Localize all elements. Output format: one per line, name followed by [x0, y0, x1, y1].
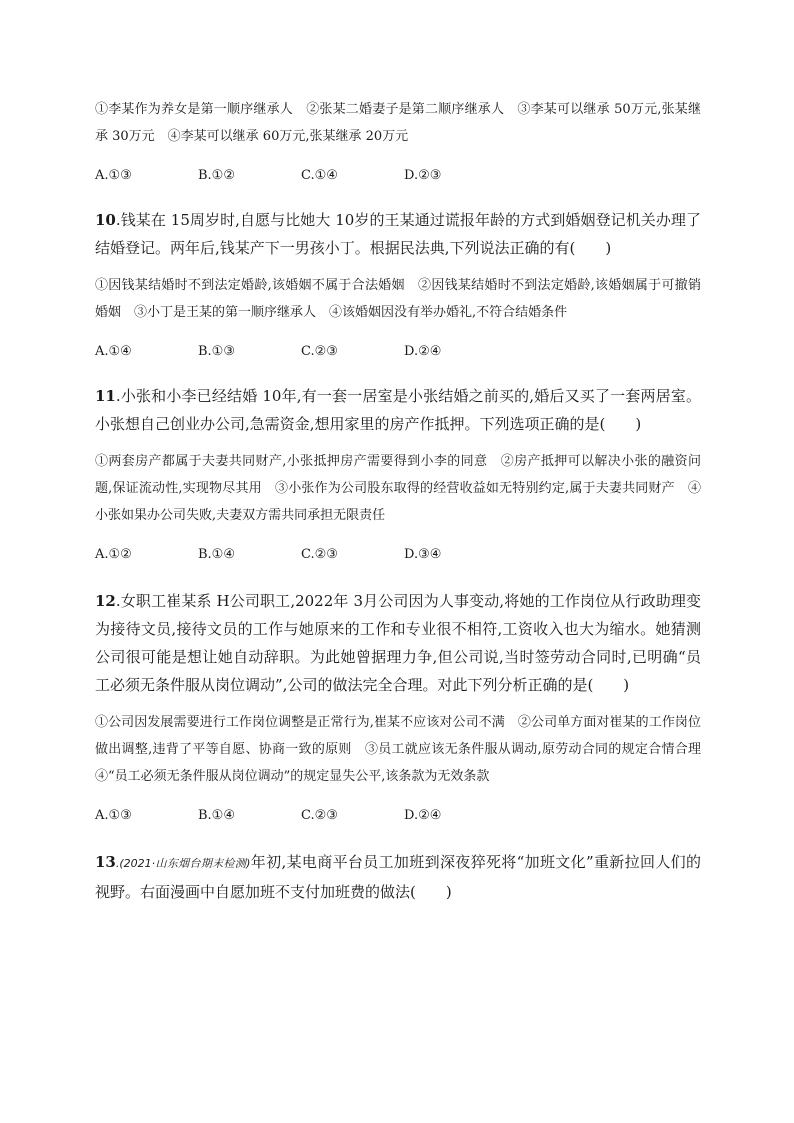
choice-b[interactable]: B.①④	[198, 547, 235, 562]
choice-d[interactable]: D.②④	[404, 808, 442, 823]
question-13	[95, 848, 701, 906]
choice-b[interactable]: B.①②	[198, 168, 235, 183]
question-11-choices	[95, 545, 701, 565]
question-12-choices	[95, 806, 701, 826]
question-number: 12	[95, 592, 116, 610]
choice-d[interactable]: D.②④	[404, 344, 442, 359]
question-9-options: ①李某作为养女是第一顺序继承人 ②张某二婚妻子是第二顺序继承人 ③李某可以继承 50万元,张某继承 30万元 ④李某可以继承 60万元,张某继承 20万元	[95, 102, 701, 144]
choice-b[interactable]: B.①③	[198, 344, 235, 359]
choice-a[interactable]: A.①④	[95, 344, 132, 359]
question-13-text: 年初,某电商平台员工加班到深夜猝死将“加班文化”重新拉回人们的视野。右面漫画中自愿加班不支付加班费的做法( )	[95, 853, 701, 901]
question-number: 13	[95, 853, 116, 871]
choice-a[interactable]: A.①②	[95, 547, 132, 562]
question-11-text: .小张和小李已经结婚 10年,有一套一居室是小张结婚之前买的,婚后又买了一套两居室。小张想自己创业办公司,急需资金,想用家里的房产作抵押。下列选项正确的是( )	[95, 387, 701, 433]
question-11-options: ①两套房产都属于夫妻共同财产,小张抵押房产需要得到小李的同意 ②房产抵押可以解决小张的融资问题,保证流动性,实现物尽其用 ③小张作为公司股东取得的经营收益如无特别约定,属于夫妻共同财产 ④小张如果办公司失败,夫妻双方需共同承担无限责任	[95, 454, 701, 523]
document-page	[95, 96, 715, 906]
question-source: .(2021·山东烟台期末检测)	[115, 857, 251, 870]
question-13-stem	[95, 848, 701, 906]
question-9-tail	[95, 96, 701, 186]
question-11-stem	[95, 382, 701, 438]
choice-a[interactable]: A.①③	[95, 808, 132, 823]
choice-b[interactable]: B.①④	[198, 808, 235, 823]
choice-d[interactable]: D.②③	[404, 168, 442, 183]
question-11	[95, 382, 701, 565]
question-12-stem	[95, 587, 701, 699]
question-10-options: ①因钱某结婚时不到法定婚龄,该婚姻不属于合法婚姻 ②因钱某结婚时不到法定婚龄,该婚姻属于可撤销婚姻 ③小丁是王某的第一顺序继承人 ④该婚姻因没有举办婚礼,不符合结婚条件	[95, 278, 701, 320]
question-12-text: .女职工崔某系 H公司职工,2022年 3月公司因为人事变动,将她的工作岗位从行政助理变为接待文员,接待文员的工作与她原来的工作和专业很不相符,工资收入也大为缩水。她猜测公司很可能是想让她自动辞职。为此她曾据理力争,但公司说,当时签劳动合同时,已明确“员工必须无条件服从岗位调动”,公司的做法完全合理。对此下列分析正确的是( )	[95, 592, 701, 694]
question-10-text: .钱某在 15周岁时,自愿与比她大 10岁的王某通过谎报年龄的方式到婚姻登记机关办理了结婚登记。两年后,钱某产下一男孩小丁。根据民法典,下列说法正确的有( )	[95, 211, 701, 257]
choice-c[interactable]: C.①④	[301, 168, 338, 183]
question-10-stem	[95, 206, 701, 262]
choice-c[interactable]: C.②③	[301, 344, 338, 359]
question-10-choices	[95, 342, 701, 362]
question-10	[95, 206, 701, 362]
choice-a[interactable]: A.①③	[95, 168, 132, 183]
question-12-options: ①公司因发展需要进行工作岗位调整是正常行为,崔某不应该对公司不满 ②公司单方面对崔某的工作岗位做出调整,违背了平等自愿、协商一致的原则 ③员工就应该无条件服从调动,原劳动合同的规定合情合理 ④“员工必须无条件服从岗位调动”的规定显失公平,该条款为无效条款	[95, 715, 715, 784]
question-number: 10	[95, 211, 116, 229]
choice-c[interactable]: C.②③	[301, 808, 338, 823]
question-number: 11	[95, 387, 116, 405]
choice-c[interactable]: C.②③	[301, 547, 338, 562]
choice-d[interactable]: D.③④	[404, 547, 442, 562]
question-9-choices	[95, 166, 701, 186]
question-12	[95, 587, 715, 826]
